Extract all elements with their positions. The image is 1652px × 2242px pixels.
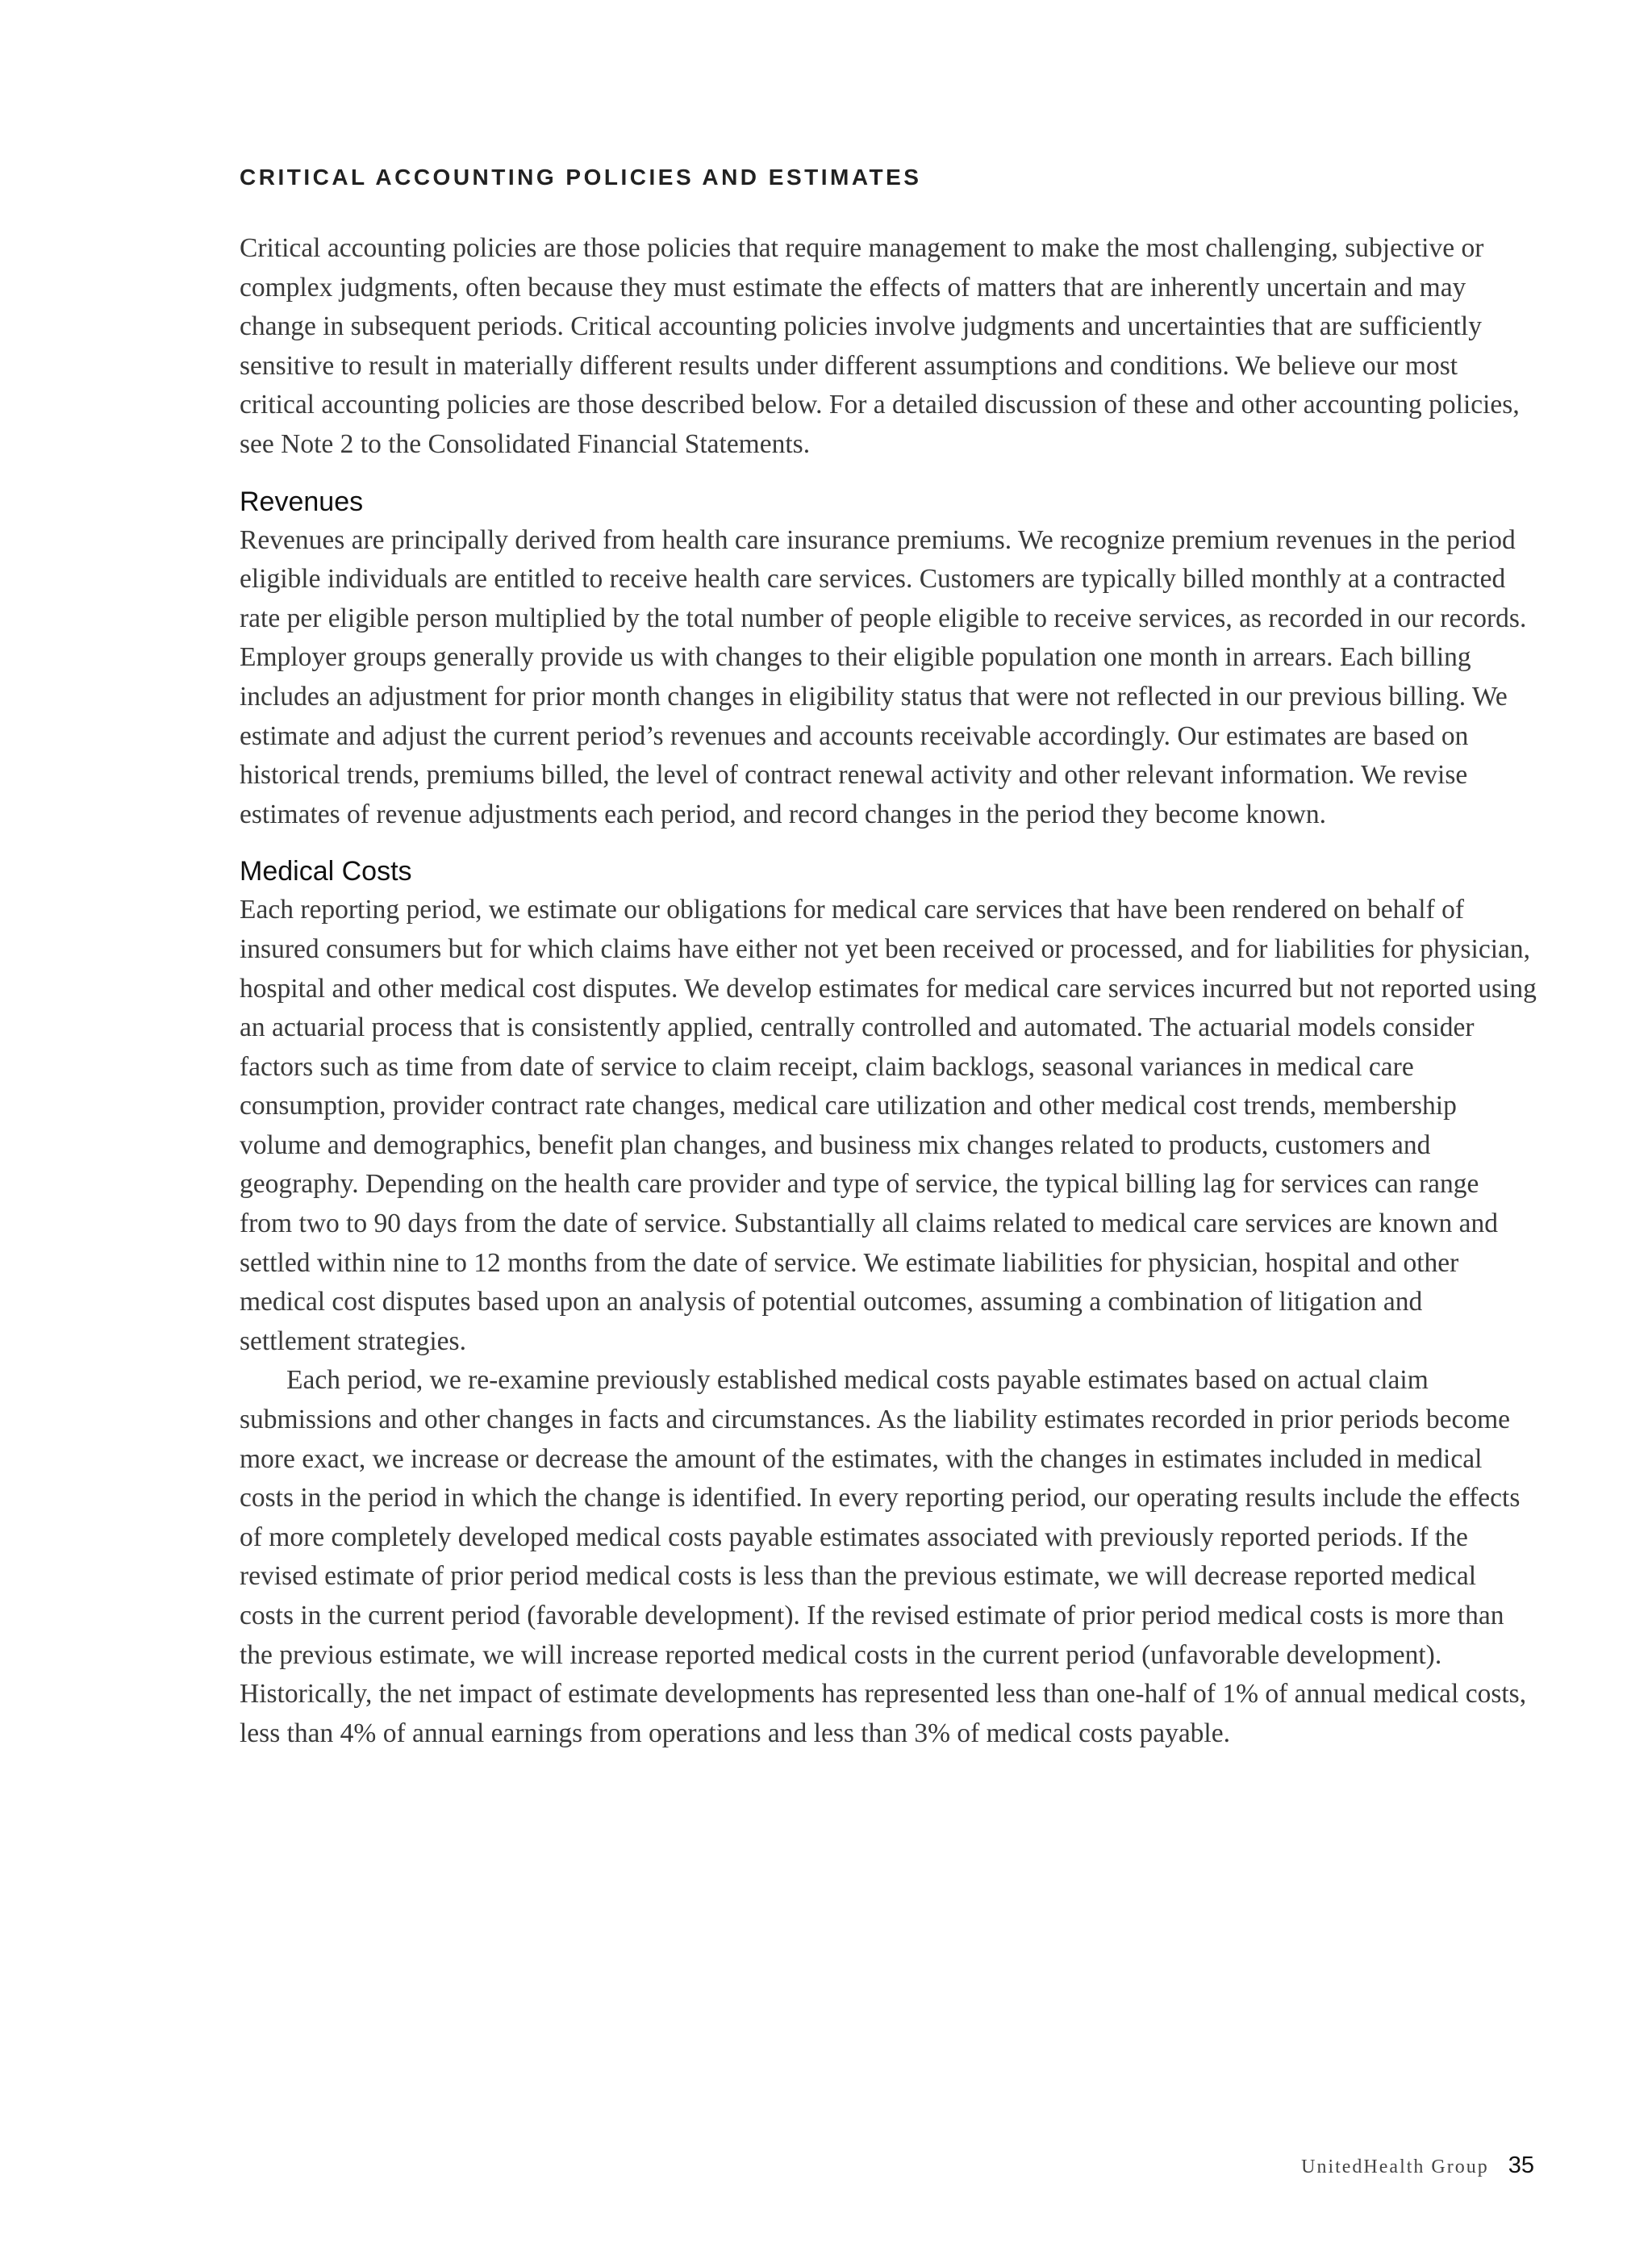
page-footer xyxy=(1301,2152,1534,2179)
revenues-paragraph: Revenues are principally derived from health care insurance premiums. We recognize premium revenues in the period eligible individuals are entitled to receive health care services. Customers are typically billed monthly at a contracted rate per eligible person multiplied by the total number of people eligible to receive services, as recorded in our records. Employer groups generally provide us with changes to their eligible population one month in arrears. Each billing includes an adjustment for prior month changes in eligibility status that were not reflected in our previous billing. We estimate and adjust the current period’s revenues and accounts receivable accordingly. Our estimates are based on historical trends, premiums billed, the level of contract renewal activity and other relevant information. We revise estimates of revenue adjustments each period, and record changes in the period they become known. xyxy=(240,524,1527,829)
medical-costs-paragraph-1: Each reporting period, we estimate our obligations for medical care services that have been rendered on behalf of insured consumers but for which claims have either not yet been received or processed, and for liabilities for physician, hospital and other medical cost disputes. We develop estimates for medical care services incurred but not reported using an actuarial process that is consistently applied, centrally controlled and automated. The actuarial models consider factors such as time from date of service to claim receipt, claim backlogs, seasonal variances in medical care consumption, provider contract rate changes, medical care utilization and other medical cost trends, membership volume and demographics, benefit plan changes, and business mix changes related to products, customers and geography. Depending on the health care provider and type of service, the typical billing lag for services can range from two to 90 days from the date of service. Substantially all claims related to medical care services are known and settled within nine to 12 months from the date of service. We estimate liabilities for physician, hospital and other medical cost disputes based upon an analysis of potential outcomes, assuming a combination of litigation and settlement strategies. xyxy=(240,895,1537,1356)
document-page xyxy=(240,158,1537,1771)
medical-costs-heading: Medical Costs xyxy=(240,856,412,887)
page-number: 35 xyxy=(1508,2152,1534,2178)
medical-costs-paragraph-2: Each period, we re-examine previously established medical costs payable estimates based on actual claim submissions and other changes in facts and circumstances. As the liability estimates recorded in prior periods become more exact, we increase or decrease the amount of the estimates, with the changes in estimates included in medical costs in the period in which the change is identified. In every reporting period, our operating results include the effects of more completely developed medical costs payable estimates associated with previously reported periods. If the revised estimate of prior period medical costs is less than the previous estimate, we will decrease reported medical costs in the current period (favorable development). If the revised estimate of prior period medical costs is more than the previous estimate, we will increase reported medical costs in the current period (unfavorable development). Historically, the net impact of estimate developments has represented less than one-half of 1% of annual medical costs, less than 4% of annual earnings from operations and less than 3% of medical costs payable. xyxy=(240,1365,1527,1748)
revenues-section xyxy=(240,482,1537,835)
medical-costs-section xyxy=(240,852,1537,1753)
section-title: CRITICAL ACCOUNTING POLICIES AND ESTIMATES xyxy=(240,165,922,190)
footer-brand: UnitedHealth Group xyxy=(1301,2156,1489,2177)
intro-paragraph: Critical accounting policies are those policies that require management to make the most challenging, subjective or complex judgments, often because they must estimate the effects of matters that are inherently uncertain and may change in subsequent periods. Critical accounting policies involve judgments and uncertainties that are sufficiently sensitive to result in materially different results under different assumptions and conditions. We believe our most critical accounting policies are those described below. For a detailed discussion of these and other accounting policies, see Note 2 to the Consolidated Financial Statements. xyxy=(240,233,1520,459)
revenues-heading: Revenues xyxy=(240,486,364,517)
